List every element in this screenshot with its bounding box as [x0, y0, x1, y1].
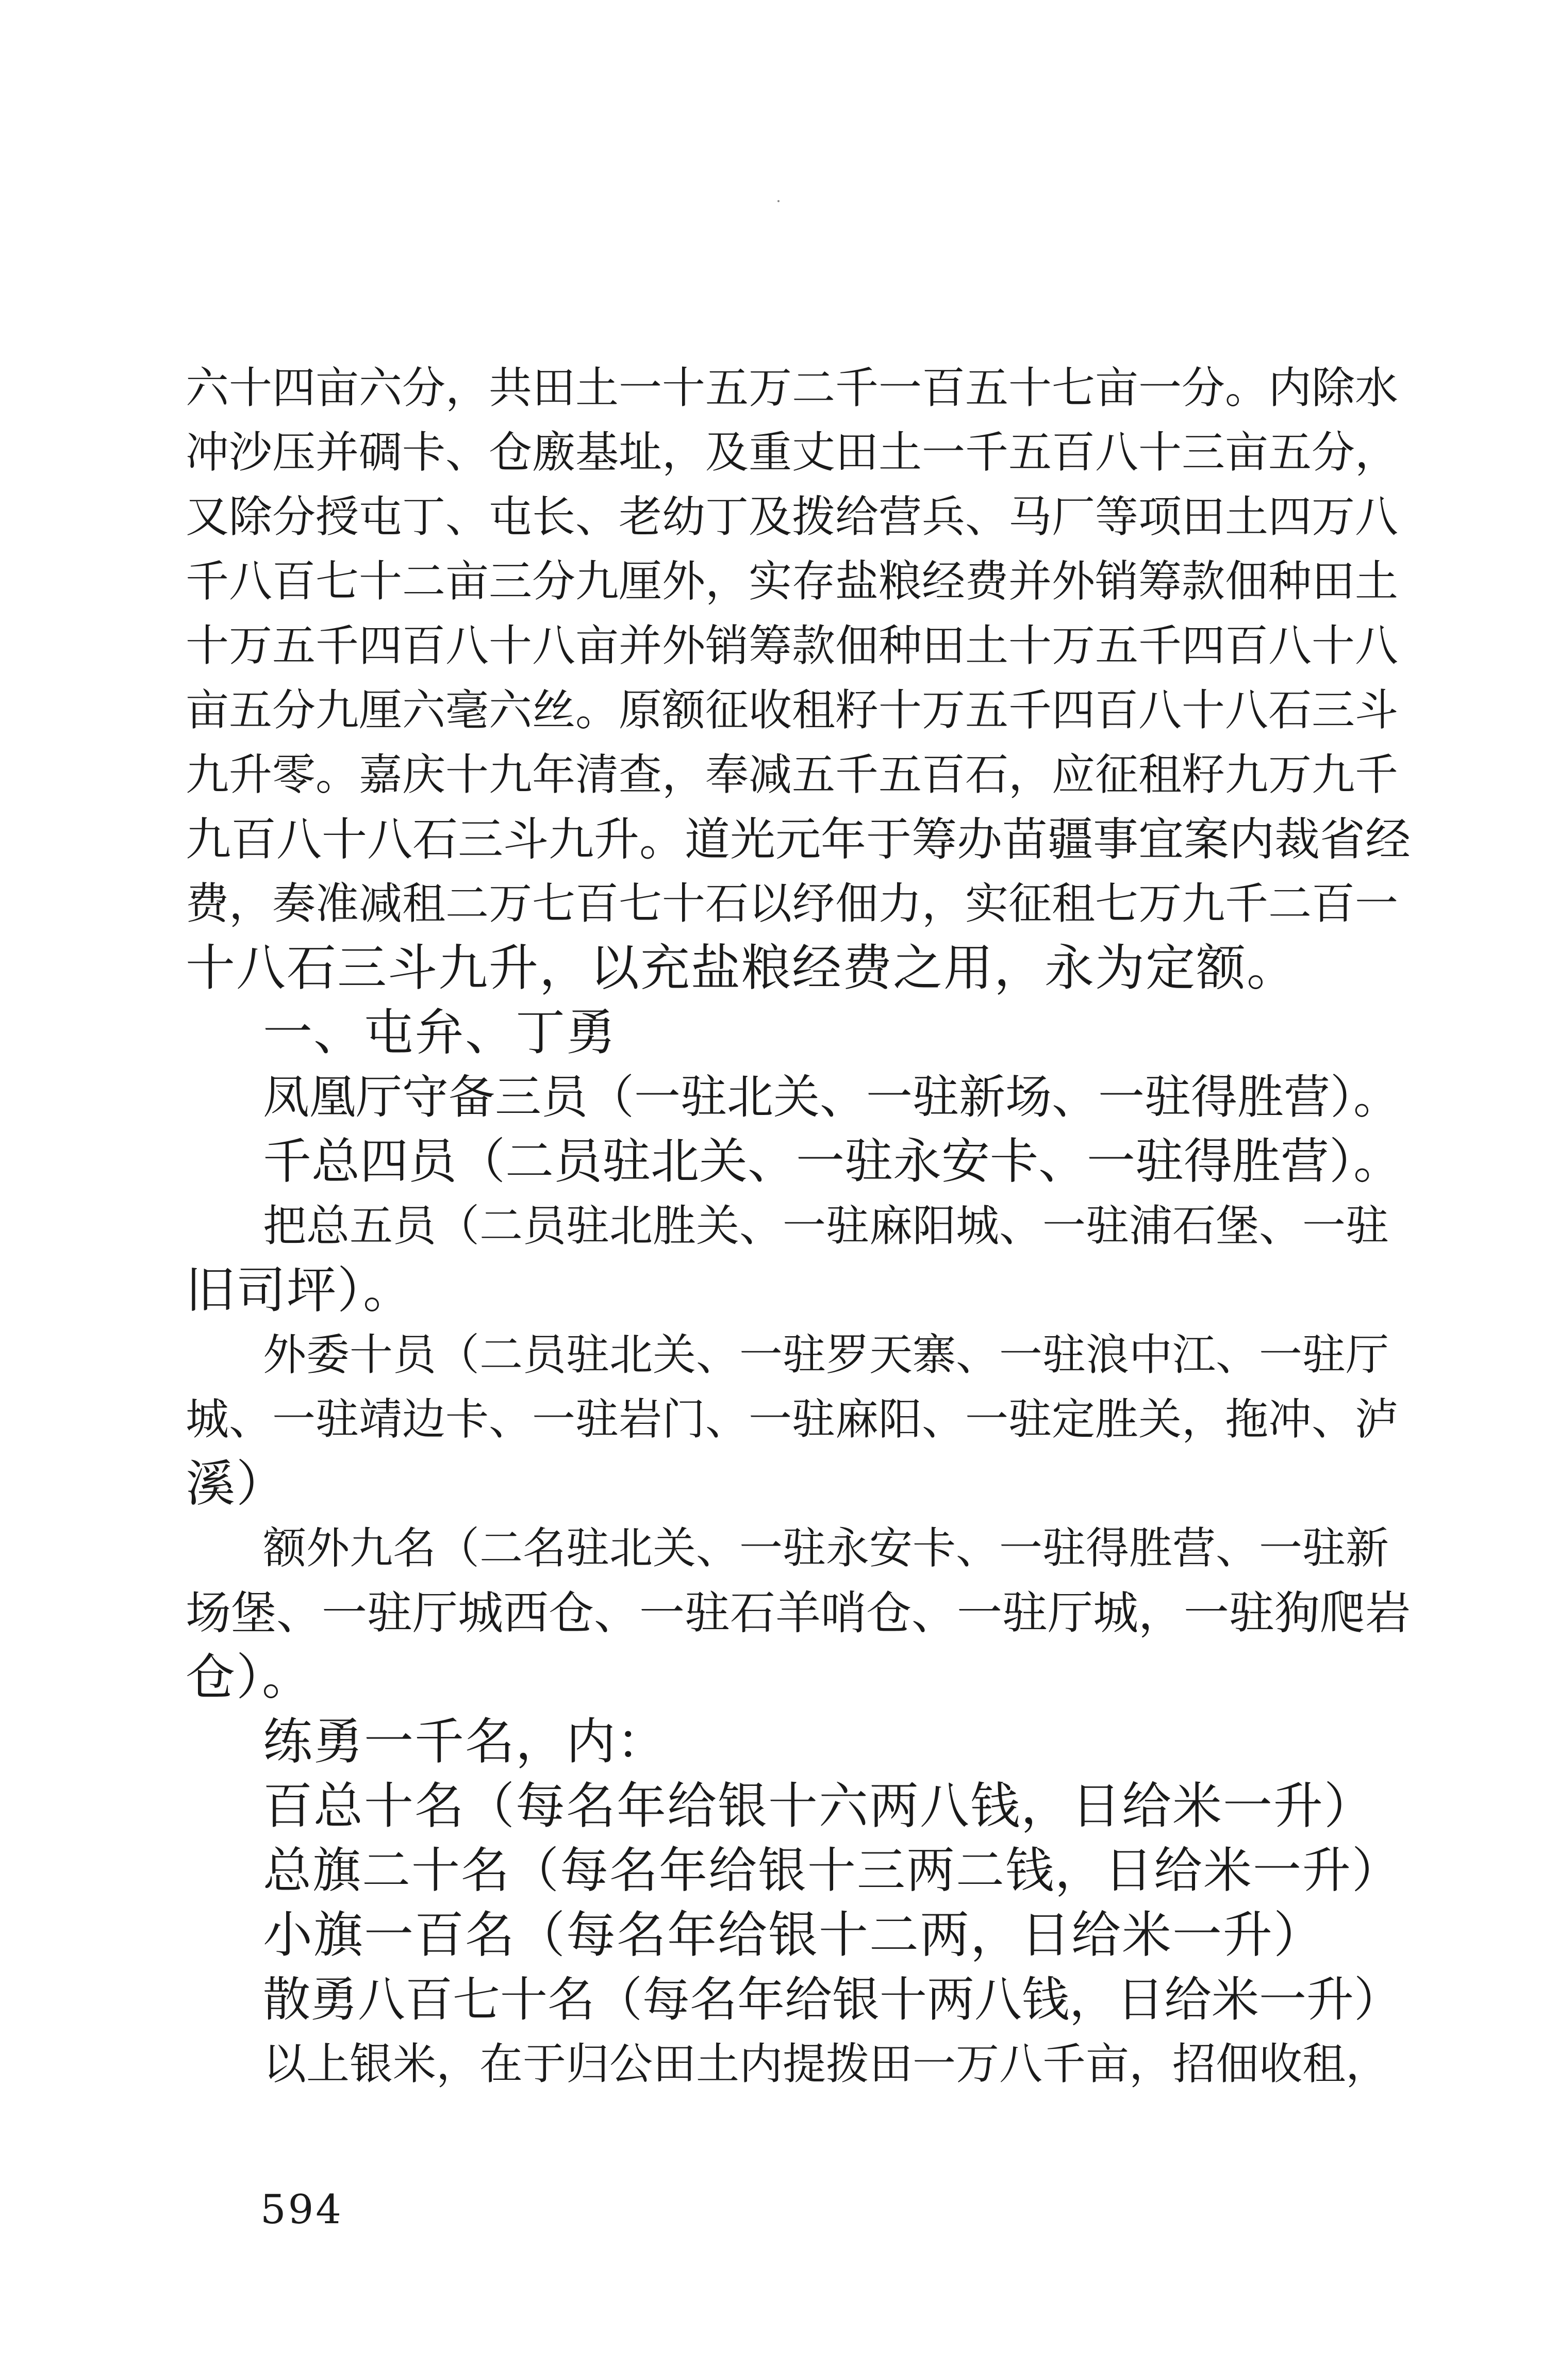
- text-line: 九百八十八石三斗九升。道光元年于筹办苗疆事宜案内裁省经: [186, 813, 1411, 866]
- section-heading: 一、屯弁、丁勇: [263, 1004, 617, 1061]
- page-number: 594: [260, 2187, 343, 2233]
- text-line: 旧司坪）。: [186, 1261, 413, 1319]
- text-line: 把总五员（二员驻北胜关、一驻麻阳城、一驻浦石堡、一驻: [263, 1201, 1389, 1251]
- text-line: 十万五千四百八十八亩并外销筹款佃种田土十万五千四百八十八: [186, 620, 1399, 671]
- text-line: 外委十员（二员驻北关、一驻罗天寨、一驻浪中江、一驻厅: [263, 1329, 1389, 1380]
- scan-speck: [777, 200, 780, 202]
- text-line: 溪）: [186, 1455, 287, 1513]
- text-line: 练勇一千名，内：: [263, 1713, 667, 1770]
- text-line: 场堡、一驻厅城西仓、一驻石羊哨仓、一驻厅城，一驻狗爬岩: [186, 1586, 1411, 1639]
- text-line: 额外九名（二名驻北关、一驻永安卡、一驻得胜营、一驻新: [263, 1523, 1389, 1573]
- text-line: 凤凰厅守备三员（一驻北关、一驻新场、一驻得胜营）。: [263, 1070, 1400, 1124]
- body-text: [186, 356, 1413, 2096]
- text-line: 仓）。: [186, 1648, 312, 1706]
- text-line: 千八百七十二亩三分九厘外，实存盐粮经费并外销筹款佃种田土: [186, 556, 1399, 606]
- text-line: 百总十名（每名年给银十六两八钱，日给米一升）: [263, 1777, 1374, 1835]
- text-line: 千总四员（二员驻北关、一驻永安卡、一驻得胜营）。: [263, 1134, 1402, 1190]
- text-line: 冲沙压并碉卡、仓廒基址，及重丈田土一千五百八十三亩五分，: [186, 427, 1399, 478]
- text-line: 散勇八百七十名（每名年给银十两八钱，日给米一升）: [263, 1972, 1402, 2027]
- text-line: 十八石三斗九升，以充盐粮经费之用，永为定额。: [186, 939, 1297, 997]
- text-line: 六十四亩六分，共田土一十五万二千一百五十七亩一分。内除水: [186, 363, 1399, 413]
- text-line: 又除分授屯丁、屯长、老幼丁及拨给营兵、马厂等项田土四万八: [186, 491, 1399, 542]
- text-line: 九升零。嘉庆十九年清查，奉减五千五百石，应征租籽九万九千: [186, 749, 1399, 800]
- text-line: 总旗二十名（每名年给银十三两二钱，日给米一升）: [263, 1843, 1402, 1899]
- text-line: 亩五分九厘六毫六丝。原额征收租籽十万五千四百八十八石三斗: [186, 685, 1399, 735]
- text-line: 费，奏准减租二万七百七十石以纾佃力，实征租七万九千二百一: [186, 878, 1399, 929]
- text-line: 小旗一百名（每名年给银十二两，日给米一升）: [263, 1906, 1324, 1964]
- text-line: 城、一驻靖边卡、一驻岩门、一驻麻阳、一驻定胜关，拖冲、泸: [186, 1394, 1399, 1445]
- text-line: 以上银米，在于归公田土内提拨田一万八千亩，招佃收租，: [263, 2039, 1389, 2089]
